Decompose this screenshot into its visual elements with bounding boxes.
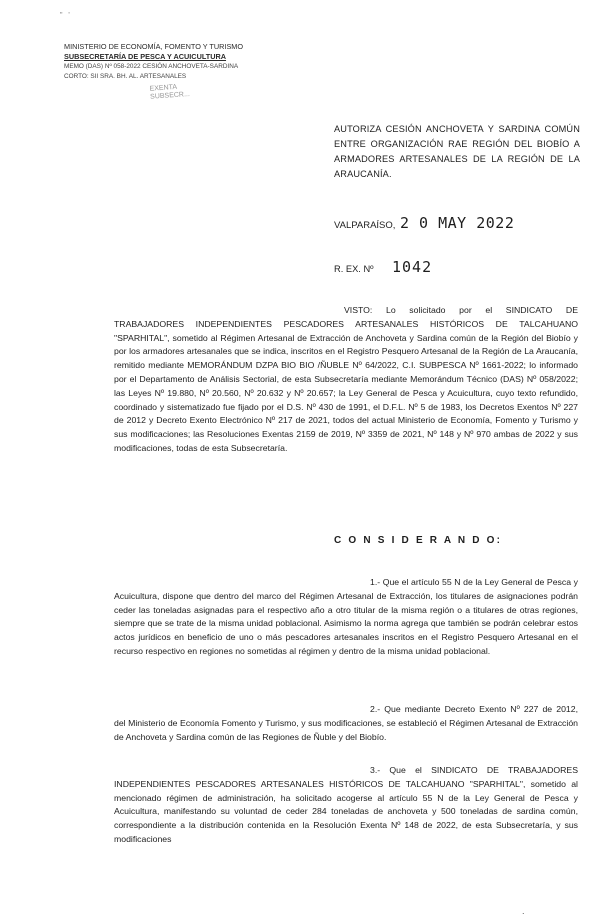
considerando-2-text: Que mediante Decreto Exento Nº 227 de 2012, del Ministerio de Economía Fomento y Turismo, y sus modificaciones, se estableció el Régimen Artesanal de Extracción de Anchoveta y Sardina común de las Regiones de Ñuble y del Biobío. bbox=[114, 704, 578, 742]
ministry-name: MINISTERIO DE ECONOMÍA, FOMENTO Y TURISMO bbox=[64, 42, 244, 51]
visto-paragraph bbox=[114, 304, 578, 456]
visto-label: VISTO: bbox=[344, 305, 373, 315]
considerando-1-number: 1.- bbox=[370, 577, 381, 587]
considerando-heading: C O N S I D E R A N D O: bbox=[334, 535, 503, 546]
footer-mark: . bbox=[522, 906, 525, 916]
considerando-2-number: 2.- bbox=[370, 704, 381, 714]
resolution-number: 1042 bbox=[392, 258, 433, 276]
considerando-3 bbox=[114, 764, 578, 847]
stamp-line-1: EXENTA bbox=[149, 83, 178, 93]
stamp-line-2: SUBSECR... bbox=[149, 90, 191, 101]
considerando-1-text: Que el artículo 55 N de la Ley General de Pesca y Acuicultura, dispone que dentro del marco del Régimen Artesanal de Extracción, los titulares de asignaciones podrán ceder las toneladas asignadas para el respectivo año a otro titular de la misma región o a titulares de otras regiones, siempre que se trate de la misma unidad poblacional. Asimismo la norma agrega que también se podrán celebrar estos actos jurídicos en beneficio de uno o más pescadores artesanales inscritos en el Registro Pesquero Artesanal en el recurso respectivo en regiones no sometidas al régimen y dentro de la misma unidad poblacional. bbox=[114, 577, 578, 656]
undersecretariat-name: SUBSECRETARÍA DE PESCA Y ACUICULTURA bbox=[64, 52, 227, 61]
received-stamp bbox=[149, 80, 228, 105]
memo-reference: MEMO (DAS) Nº 058-2022 CESIÓN ANCHOVETA-SARDINA bbox=[64, 63, 239, 70]
considerando-2 bbox=[114, 703, 578, 744]
considerando-1 bbox=[114, 576, 578, 659]
copy-reference: CORTO: SII SRA. BH. AL. ARTESANALES bbox=[64, 73, 187, 80]
resolution-label: R. EX. Nº bbox=[334, 264, 374, 274]
resolution-subject: AUTORIZA CESIÓN ANCHOVETA Y SARDINA COMÚN ENTRE ORGANIZACIÓN RAE REGIÓN DEL BIOBÍO A ARMADORES ARTESANALES DE LA REGIÓN DE LA ARAUCANÍA. bbox=[334, 124, 580, 179]
visto-text: Lo solicitado por el SINDICATO DE TRABAJADORES INDEPENDIENTES PESCADORES ARTESANALES HISTÓRICOS DE TALCAHUANO "SPARHITAL", sometido al Régimen Artesanal de Extracción de Anchoveta y Sardina común de la Región del Biobío y por los armadores artesanales que se indica, inscritos en el Registro Pesquero Artesanal de la Región de La Araucanía, remitido mediante MEMORÁNDUM DZPA BIO BIO /ÑUBLE Nº 64/2022, C.I. SUBPESCA Nº 1661-2022; lo informado por el Departamento de Análisis Sectorial, de esta Subsecretaría mediante Memorándum Técnico (DAS) Nº 058/2022; las Leyes Nº 19.880, Nº 20.560, Nº 20.632 y Nº 20.657; la Ley General de Pesca y Acuicultura, cuyo texto refundido, coordinado y sistematizado fue fijado por el D.S. Nº 430 de 1991, el D.F.L. Nº 5 de 1983, los Decretos Exentos Nº 227 de 2012 y Decreto Exento Electrónico Nº 217 de 2021, todos del actual Ministerio de Economía, Fomento y Turismo y sus modificaciones; las Resoluciones Exentas 2159 de 2019, Nº 3359 de 2021, Nº 148 y Nº 970 ambas de 2022 y sus modificaciones, todas de esta Subsecretaría. bbox=[114, 305, 578, 453]
considerando-3-text: Que el SINDICATO DE TRABAJADORES INDEPENDIENTES PESCADORES ARTESANALES HISTÓRICOS DE TALCAHUANO "SPARHITAL", sometido al mencionado régimen de administración, ha solicitado acogerse al artículo 55 N de la Ley General de Pesca y Acuicultura, manifestando su voluntad de ceder 284 toneladas de anchoveta y 500 toneladas de sardina común, correspondiente a la distribución contenida en la Resolución Exenta Nº 148 de 2022, de esta Subsecretaría, y sus modificaciones bbox=[114, 765, 578, 844]
corner-mark: " ' bbox=[60, 12, 72, 19]
letterhead bbox=[64, 42, 264, 82]
city-label: VALPARAÍSO, bbox=[334, 220, 396, 231]
stamped-date: 2 0 MAY 2022 bbox=[400, 214, 515, 232]
considerando-3-number: 3.- bbox=[370, 765, 381, 775]
